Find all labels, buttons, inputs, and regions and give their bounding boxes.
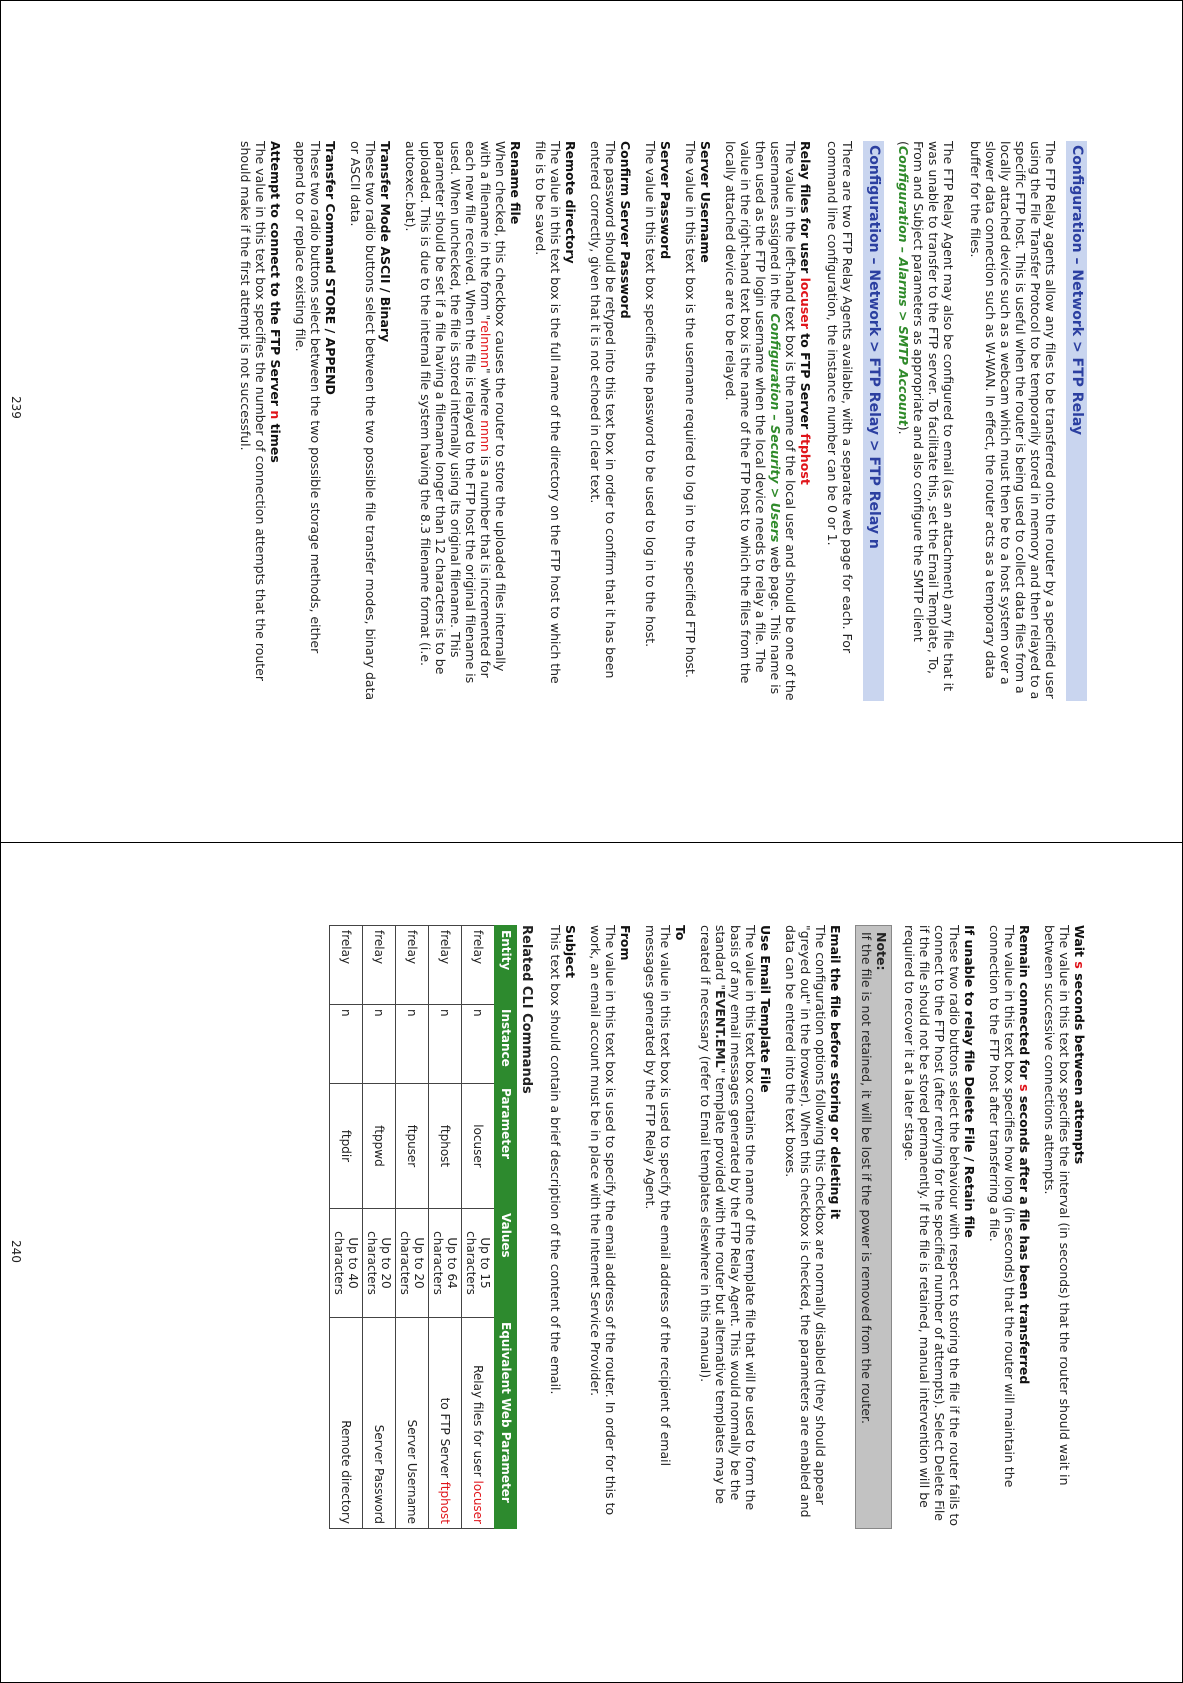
intro-paragraph: The FTP Relay agents allow any files to be transferred onto the router by a specified user using the File Transfer Protocol to be temporarily stored in memory and then relayed to a specific FTP host. This is useful when the router is being used to collect data files from a locally attached device such as a webcam which must then be to a host system over a slower data connection such as W-WAN. In effect, the router acts as a temporary data buffer for the files.: [968, 141, 1058, 700]
entry-relay-files: [723, 141, 813, 701]
table-row: [363, 926, 396, 1529]
entry-server-password: [643, 141, 673, 701]
cell-parameter: ftpuser: [396, 1084, 429, 1209]
entry-server-username: [683, 141, 713, 701]
cell-entity: frelay: [396, 926, 429, 1005]
equiv-text: Remote directory: [339, 1420, 353, 1524]
page-240-content: [329, 925, 1087, 1529]
title-text: seconds after a file has been transferred: [1017, 1091, 1032, 1385]
cli-header-instance: Instance: [495, 1005, 517, 1084]
cell-entity: frelay: [429, 926, 462, 1005]
body-text: " template provided with the router but alternative templates may be created if necessary (refer to Email templates elsewhere in this manual).: [698, 925, 728, 1504]
body-text: The value in this text box contains the name of the template file that will be used to form the basis of any email messages generated by the FTP Relay Agent. This would normally be the standard ": [713, 925, 758, 1511]
entry-body: These two radio buttons select between the two possible file transfer modes, binary data or ASCII data.: [348, 141, 378, 701]
entry-wait: [1042, 925, 1087, 1529]
entry-email-before: [783, 925, 843, 1529]
cell-equivalent: [330, 1318, 363, 1529]
locuser-param: locuser: [798, 277, 813, 329]
entry-body: This text box should contain a brief description of the content of the email.: [548, 925, 563, 1395]
body-text: is a number that is incremented for each new file received. When the file is relayed to the FTP host the original filename is used. When unchecked, the file is stored internally using its original filename. This parameter should be set if a file having a filename longer than 12 characters is to be uploaded. This is due to the internal file system having the 8.3 filename format (i.e. autoexec.bat).: [403, 141, 493, 684]
title-text: times: [268, 419, 283, 463]
entry-rename-file: [403, 141, 523, 701]
equiv-param: ftphost: [438, 1481, 452, 1524]
table-row: [462, 926, 495, 1529]
entry-title: [798, 141, 813, 485]
s-param: s: [1017, 1084, 1032, 1092]
entry-title: Email the file before storing or deleting it: [828, 925, 843, 1220]
entry-body: The value in this text box specifies the number of connection attempts that the router should make if the first attempt is not successful.: [238, 141, 268, 682]
relnnnn-param: relnnnn: [478, 320, 493, 369]
cli-table: [329, 925, 517, 1529]
body-text: web page. This name is then used as the FTP login username when the local device needs to relay a file. The value in the right-hand text box is the name of the FTP host to which the files from the locally attached device are to be relayed.: [723, 141, 783, 695]
entry-body: The value in this text box specifies the interval (in seconds) that the router should wait in between successive connections attempts.: [1042, 925, 1072, 1486]
entry-body: These two radio buttons select the behaviour with respect to storing the file if the router fails to connect to the FTP host (after retrying for the specified number of attempts). Select Delete File if the file should not be stored permanently. If the file is retained, manual intervention will be required to recover it at a later stage.: [902, 925, 962, 1527]
entry-body: [403, 141, 508, 701]
cli-header-entity: Entity: [495, 926, 517, 1005]
entry-title: Transfer Command STORE / APPEND: [323, 141, 338, 395]
cell-entity: frelay: [330, 926, 363, 1005]
equiv-text: Server Password: [372, 1424, 386, 1524]
title-text: to FTP Server: [798, 328, 813, 434]
cell-values: Up to 64 characters: [429, 1209, 462, 1318]
equiv-param: locuser: [471, 1480, 485, 1524]
nnnn-param: nnnn: [478, 420, 493, 452]
event-eml-name: EVENT.EML: [713, 990, 728, 1068]
intro-paragraph-email: [896, 141, 956, 701]
entry-title: [268, 141, 283, 463]
entry-title: Remote directory: [563, 141, 578, 264]
entry-body: The value in this text box is used to specify the email address of the router. In order for this to work, an email account must be in place with the Internet Service Provider.: [588, 925, 618, 1516]
entry-body: The password should be retyped into this text box in order to confirm that it has been entered correctly, given that it is not echoed in clear text.: [588, 141, 618, 679]
entry-title: Server Password: [658, 141, 673, 260]
entry-email-template: [698, 925, 773, 1529]
entry-unable-relay: [902, 925, 977, 1529]
table-row: [330, 926, 363, 1529]
entry-remain-connected: [987, 925, 1032, 1529]
cell-equivalent: [363, 1318, 396, 1529]
entry-title: Subject: [563, 925, 578, 978]
entry-title: [1017, 925, 1032, 1384]
cell-instance: n: [429, 1005, 462, 1084]
entry-title: Use Email Template File: [758, 925, 773, 1093]
body-text: The value in the left-hand text box is the name of the local user and should be one of the usernames assigned in the: [768, 141, 798, 701]
entry-title: Transfer Mode ASCII / Binary: [378, 141, 393, 343]
entry-title: Rename file: [508, 141, 523, 225]
entry-body: [698, 925, 758, 1529]
cell-equivalent: [462, 1318, 495, 1529]
entry-body: The value in this text box specifies the password to be used to log in to the host.: [643, 141, 658, 648]
entry-title: Confirm Server Password: [618, 141, 633, 319]
entry-body: The configuration options following this checkbox are normally disabled (they should appear "greyed out" in the browser). When this checkbox is checked, the parameters are enabled and data can be entered into the text boxes.: [783, 925, 828, 1518]
title-text: Attempt to connect to the FTP Server: [268, 141, 283, 411]
page-240: [1, 842, 1182, 1683]
entry-body: The value in this text box specifies how long (in seconds) that the router will maintain the connection to the FTP host after transferring a file.: [987, 925, 1017, 1488]
intro-text-end: ).: [896, 425, 911, 435]
cell-values: Up to 40 characters: [330, 1209, 363, 1318]
entry-to: [643, 925, 688, 1529]
entry-remote-directory: [533, 141, 578, 701]
title-text: Relay files for user: [798, 141, 813, 278]
entry-title: Server Username: [698, 141, 713, 263]
equiv-text: Server Username: [405, 1419, 419, 1524]
table-row: [429, 926, 462, 1529]
section-heading-ftp-relay-n: Configuration – Network > FTP Relay > FTP Relay n: [863, 141, 884, 701]
entry-subject: [548, 925, 578, 1529]
body-text: " where: [478, 368, 493, 421]
cell-entity: frelay: [363, 926, 396, 1005]
cell-values: Up to 20 characters: [363, 1209, 396, 1318]
cli-header-values: Values: [495, 1209, 517, 1318]
note-body: If the file is not retained, it will be lost if the power is removed from the router.: [859, 932, 874, 1424]
cell-equivalent: [396, 1318, 429, 1529]
page-239: [1, 1, 1182, 842]
cell-instance: n: [363, 1005, 396, 1084]
cell-instance: n: [330, 1005, 363, 1084]
entry-body: These two radio buttons select between the two possible storage methods, either append to or replace existing file.: [293, 141, 323, 654]
entry-body: The value in this text box is the full name of the directory on the FTP host to which the file is to be saved.: [533, 141, 563, 684]
n-param: n: [268, 410, 283, 420]
ftp-relay-n-intro: There are two FTP Relay Agents available, with a separate web page for each. For command line configuration, the instance number can be 0 or 1.: [825, 141, 855, 654]
table-row: [396, 926, 429, 1529]
page-number: 239: [9, 396, 23, 419]
entry-transfer-command: [293, 141, 338, 701]
users-link[interactable]: Configuration – Security > Users: [768, 313, 783, 543]
entry-body: [723, 141, 798, 701]
page-239-content: [228, 141, 1087, 701]
cell-parameter: locuser: [462, 1084, 495, 1209]
ftphost-param: ftphost: [798, 433, 813, 485]
entry-title: [1072, 925, 1087, 1164]
entry-from: [588, 925, 633, 1529]
cell-parameter: ftppwd: [363, 1084, 396, 1209]
title-text: Wait: [1072, 925, 1087, 962]
entry-confirm-password: [588, 141, 633, 701]
cli-heading: Related CLI Commands: [519, 925, 534, 1094]
note-title: Note:: [874, 932, 889, 971]
note-box: [855, 925, 892, 1529]
entry-attempt-connect: [238, 141, 283, 701]
entry-title: From: [618, 925, 633, 961]
smtp-account-link[interactable]: Configuration – Alarms > SMTP Account: [896, 145, 911, 426]
cell-instance: n: [462, 1005, 495, 1084]
cell-equivalent: [429, 1318, 462, 1529]
intro-text: The FTP Relay Agent may also be configured to email (as an attachment) any file that it was unable to transfer to the FTP server. To facilitate this, set the Email Template, To, From and Subject parameters as appropriate and also configure the SMTP client (: [896, 141, 956, 692]
page-number: 240: [9, 1240, 23, 1263]
entry-body: The value in this text box is the username required to log in to the specified FTP host.: [683, 141, 698, 678]
entry-title: To: [673, 925, 688, 941]
s-param: s: [1072, 961, 1087, 969]
entry-transfer-mode: [348, 141, 393, 701]
entry-body: The value in this text box is used to specify the email address of the recipient of email messages generated by the FTP Relay Agent.: [643, 925, 673, 1467]
body-text: When checked, this checkbox causes the router to store the uploaded files internally with a filename in the form ": [478, 141, 508, 672]
section-heading-ftp-relay: Configuration – Network > FTP Relay: [1066, 141, 1087, 701]
cell-values: Up to 15 characters: [462, 1209, 495, 1318]
cli-header-equivalent: Equivalent Web Parameter: [495, 1318, 517, 1529]
title-text: Remain connected for: [1017, 925, 1032, 1085]
equiv-text: Relay files for user: [471, 1365, 485, 1481]
cell-parameter: ftphost: [429, 1084, 462, 1209]
entry-title: If unable to relay file Delete File / Retain file: [962, 925, 977, 1238]
title-text: seconds between attempts: [1072, 968, 1087, 1165]
cell-entity: frelay: [462, 926, 495, 1005]
cell-parameter: ftpdir: [330, 1084, 363, 1209]
equiv-text: to FTP Server: [438, 1397, 452, 1482]
cell-values: Up to 20 characters: [396, 1209, 429, 1318]
cell-instance: n: [396, 1005, 429, 1084]
cli-header-parameter: Parameter: [495, 1084, 517, 1209]
cli-table-header-row: [495, 926, 517, 1529]
